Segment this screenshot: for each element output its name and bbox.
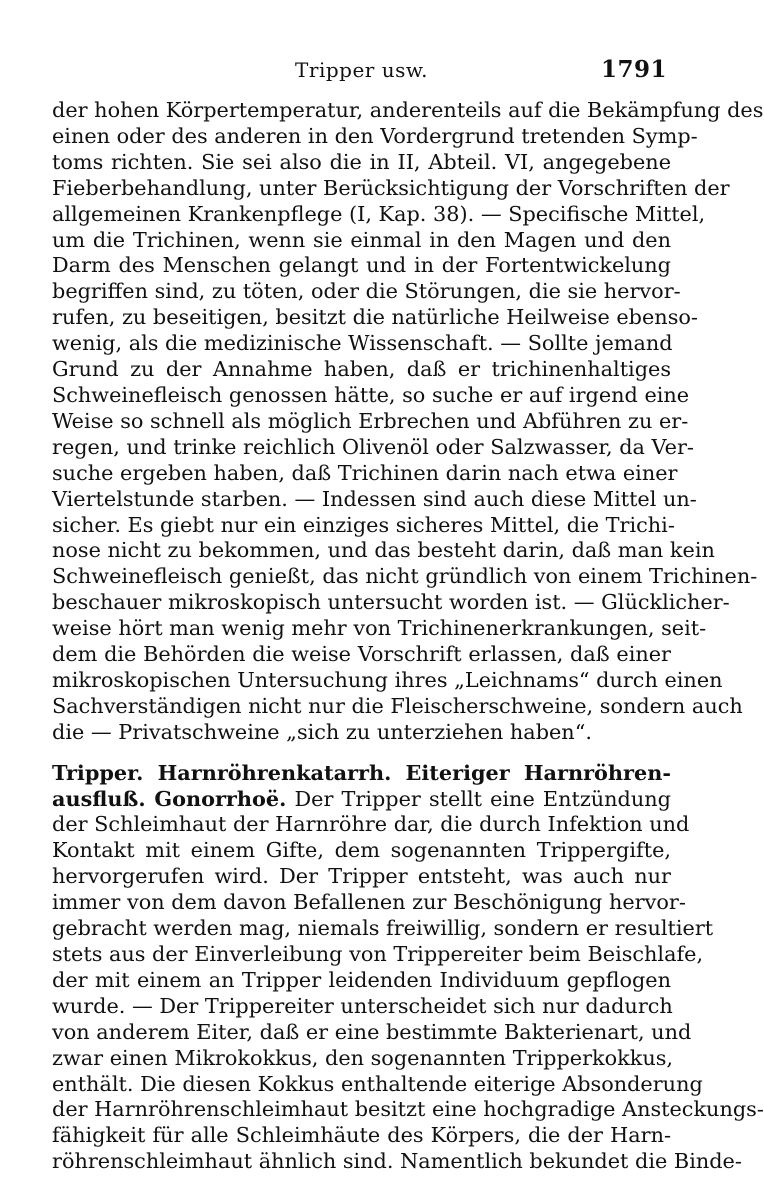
text-line: gebracht werden mag, niemals freiwillig, sondern er resultiert (52, 916, 714, 941)
text-line: weise hört man wenig mehr von Trichinenerkrankungen, seit- (52, 616, 707, 641)
text-line: wurde. — Der Trippereiter unterscheidet sich nur dadurch (52, 993, 673, 1018)
text-line: allgemeinen Krankenpflege (I, Kap. 38). — Specifische Mittel, (52, 201, 706, 226)
paragraph-trichinen-treatment (52, 98, 764, 746)
text-line: enthält. Die diesen Kokkus enthaltende eiterige Absonderung (52, 1071, 703, 1096)
text-line: dem die Behörden die weise Vorschrift erlassen, daß einer (52, 642, 671, 667)
text-line: von anderem Eiter, daß er eine bestimmte Bakterienart, und (52, 1019, 692, 1044)
text-line: wenig, als die medizinische Wissenschaft. — Sollte jemand (52, 331, 673, 356)
text-line: rufen, zu beseitigen, besitzt die natürliche Heilweise ebenso- (52, 305, 698, 330)
text-line: der mit einem an Tripper leidenden Individuum gepflogen (52, 967, 671, 992)
page-number: 1791 (600, 56, 667, 83)
text-line: nose nicht zu bekommen, und das besteht darin, daß man kein (52, 538, 715, 563)
text-line: Schweinefleisch genossen hätte, so suche er auf irgend eine (52, 382, 690, 407)
text-line: einen oder des anderen in den Vordergrund tretenden Symp- (52, 123, 698, 148)
text-line: Viertelstunde starben. — Indessen sind auch diese Mittel un- (52, 486, 697, 511)
text-line: Weise so schnell als möglich Erbrechen und Abführen zu er- (52, 408, 689, 433)
text-line: fähigkeit für alle Schleimhäute des Körpers, die der Harn- (52, 1123, 671, 1148)
text-line: suche ergeben haben, daß Trichinen darin nach etwa einer (52, 460, 678, 485)
text-line: Darm des Menschen gelangt und in der Fortentwickelung (52, 253, 671, 278)
text-line: der Harnröhrenschleimhaut besitzt eine hochgradige Ansteckungs- (52, 1097, 764, 1122)
page-header (52, 0, 671, 98)
running-head: Tripper usw. (295, 58, 428, 82)
text-line: Schweinefleisch genießt, das nicht gründlich von einem Trichinen- (52, 564, 758, 589)
text-line: Fieberbehandlung, unter Berücksichtigung der Vorschriften der (52, 175, 730, 200)
section-tripper (52, 759, 764, 1176)
text-line: die — Privatschweine „sich zu unterziehen haben“. (52, 719, 592, 744)
text-line: immer von dem davon Befallenen zur Beschönigung hervor- (52, 890, 686, 915)
text-line-rest: Der Tripper stellt eine Entzündung (294, 786, 671, 811)
text-line: Grund zu der Annahme haben, daß er trichinenhaltiges (52, 357, 671, 382)
text-line: um die Trichinen, wenn sie einmal in den Magen und den (52, 227, 671, 252)
text-line: stets aus der Einverleibung von Trippereiter beim Beischlafe, (52, 942, 704, 966)
text-line: regen, und trinke reichlich Olivenöl oder Salzwasser, da Ver- (52, 434, 694, 459)
text-line: Kontakt mit einem Gifte, dem sogenannten Trippergifte, (52, 838, 671, 863)
text-line: sicher. Es giebt nur ein einziges sicheres Mittel, die Trichi- (52, 512, 675, 537)
text-line: der Schleimhaut der Harnröhre dar, die durch Infektion und (52, 812, 690, 837)
text-line (52, 786, 671, 813)
text-line: der hohen Körpertemperatur, anderenteils auf die Bekämpfung des (52, 98, 764, 122)
text-line: beschauer mikroskopisch untersucht worden ist. — Glücklicher- (52, 590, 730, 615)
text-line: zwar einen Mikrokokkus, den sogenannten Tripperkokkus, (52, 1045, 674, 1070)
section-heading-line: ausfluß. Gonorrhoë. (52, 785, 287, 811)
text-line: begriffen sind, zu töten, oder die Störungen, die sie hervor- (52, 279, 681, 304)
section-heading-line: Tripper. Harnröhrenkatarrh. Eiteriger Harnröhren- (52, 759, 671, 785)
text-line: toms richten. Sie sei also die in II, Abteil. VI, angegebene (52, 149, 671, 174)
text-line: mikroskopischen Untersuchung ihres „Leichnams“ durch einen (52, 667, 723, 692)
text-line: Sachverständigen nicht nur die Fleischerschweine, sondern auch (52, 693, 743, 718)
text-line: röhrenschleimhaut ähnlich sind. Namentlich bekundet die Binde- (52, 1149, 742, 1174)
text-line: hervorgerufen wird. Der Tripper entsteht, was auch nur (52, 864, 671, 889)
